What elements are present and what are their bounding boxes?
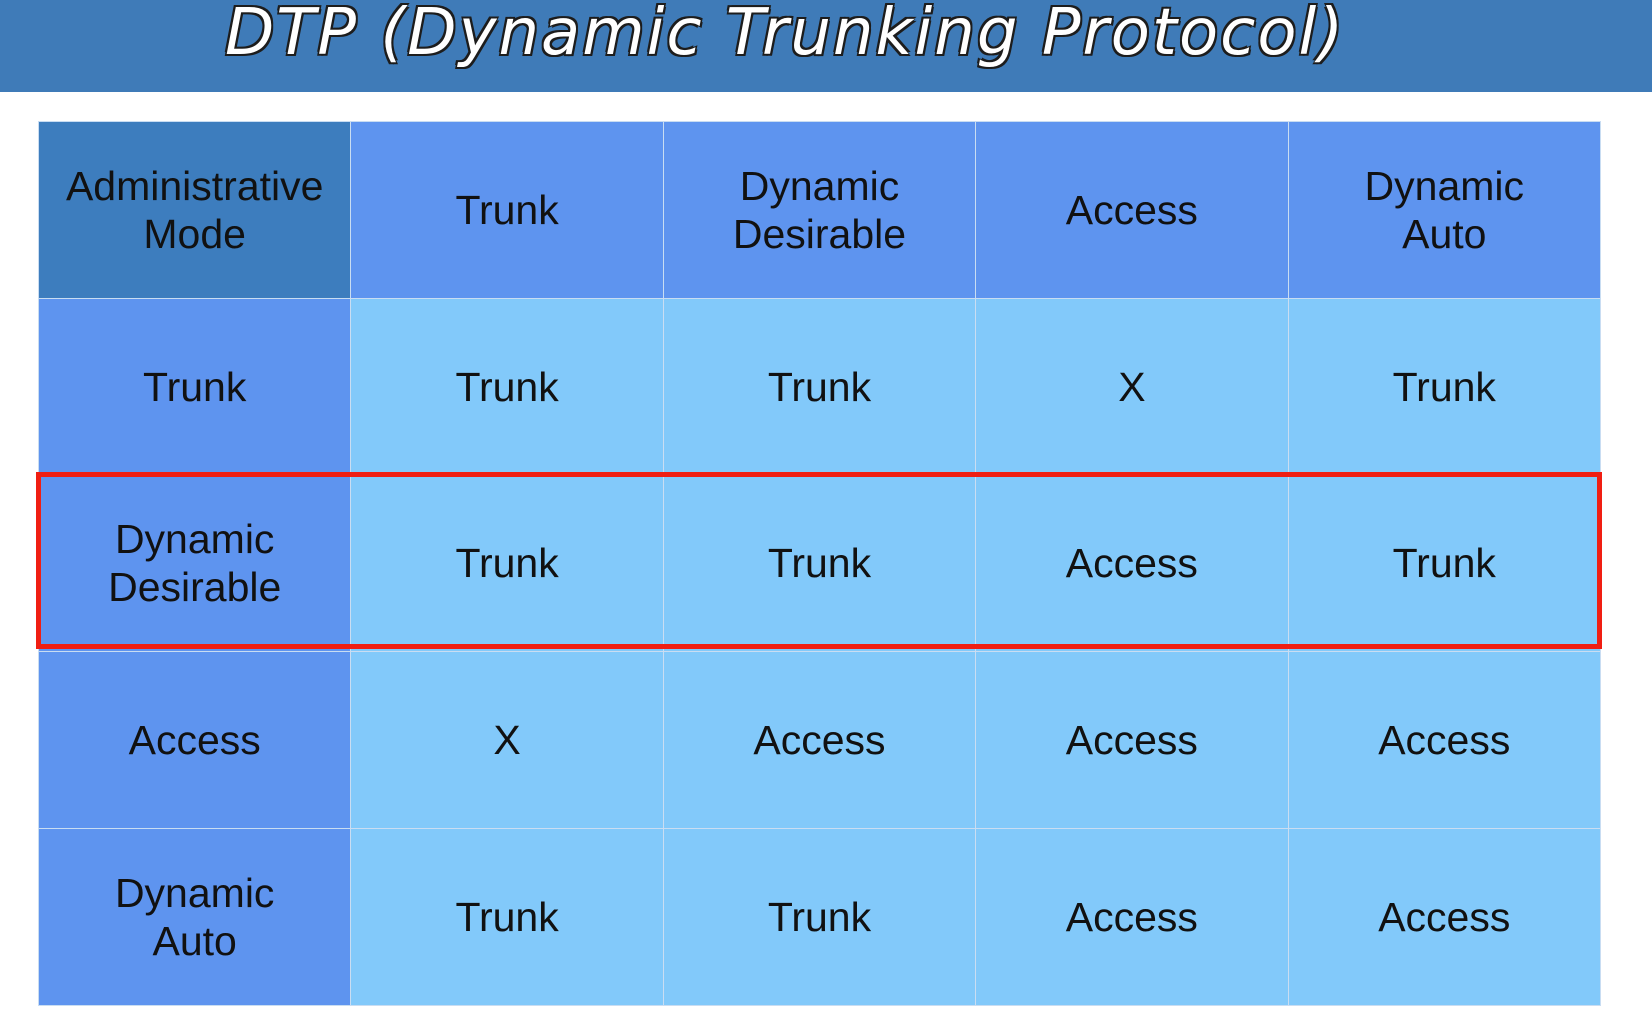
- table-cell: Trunk: [663, 475, 975, 652]
- table-cell: Trunk: [1288, 475, 1600, 652]
- table-cell: Access: [976, 652, 1288, 829]
- table-row-dynamic-auto: [39, 829, 1601, 1006]
- row-header-label: Auto: [152, 918, 237, 965]
- column-header-access: [976, 122, 1288, 299]
- table-cell: Access: [1288, 829, 1600, 1006]
- column-header-dynamic-auto: [1288, 122, 1600, 299]
- table-cell: Trunk: [351, 298, 663, 475]
- table-cell: Trunk: [663, 829, 975, 1006]
- table-cell: Access: [976, 829, 1288, 1006]
- row-header-access: [39, 652, 351, 829]
- column-header-label: Trunk: [455, 186, 559, 233]
- table-row-dynamic-desirable: [39, 475, 1601, 652]
- column-header-label: Access: [1065, 186, 1198, 233]
- column-header-dynamic-desirable: [663, 122, 975, 299]
- table-cell: Trunk: [351, 475, 663, 652]
- corner-header: [39, 122, 351, 299]
- table-cell: Access: [663, 652, 975, 829]
- table-cell: Access: [976, 475, 1288, 652]
- table-cell: X: [976, 298, 1288, 475]
- row-header-label: Dynamic: [114, 516, 275, 563]
- header-row: [39, 122, 1601, 299]
- column-header-label: Dynamic: [739, 162, 900, 209]
- column-header-label: Dynamic: [1364, 162, 1525, 209]
- table-cell: Trunk: [351, 829, 663, 1006]
- dtp-mode-table: [38, 121, 1601, 1006]
- corner-label-line: Mode: [143, 210, 246, 257]
- table-cell: Trunk: [1288, 298, 1600, 475]
- table-row-trunk: [39, 298, 1601, 475]
- row-header-label: Access: [128, 717, 261, 764]
- column-header-label: Desirable: [732, 210, 907, 257]
- row-header-label: Dynamic: [114, 870, 275, 917]
- title-bar: [0, 0, 1652, 92]
- corner-label-line: Administrative: [65, 162, 324, 209]
- column-header-trunk: [351, 122, 663, 299]
- row-header-label: Desirable: [108, 564, 282, 611]
- table-cell: X: [351, 652, 663, 829]
- table-cell: Trunk: [663, 298, 975, 475]
- row-header-trunk: [39, 298, 351, 475]
- row-header-dynamic-desirable: [39, 475, 351, 652]
- row-header-dynamic-auto: [39, 829, 351, 1006]
- table-cell: Access: [1288, 652, 1600, 829]
- row-header-label: Trunk: [143, 363, 247, 410]
- page-title: DTP (Dynamic Trunking Protocol): [225, 0, 1346, 70]
- column-header-label: Auto: [1402, 210, 1487, 257]
- table-row-access: [39, 652, 1601, 829]
